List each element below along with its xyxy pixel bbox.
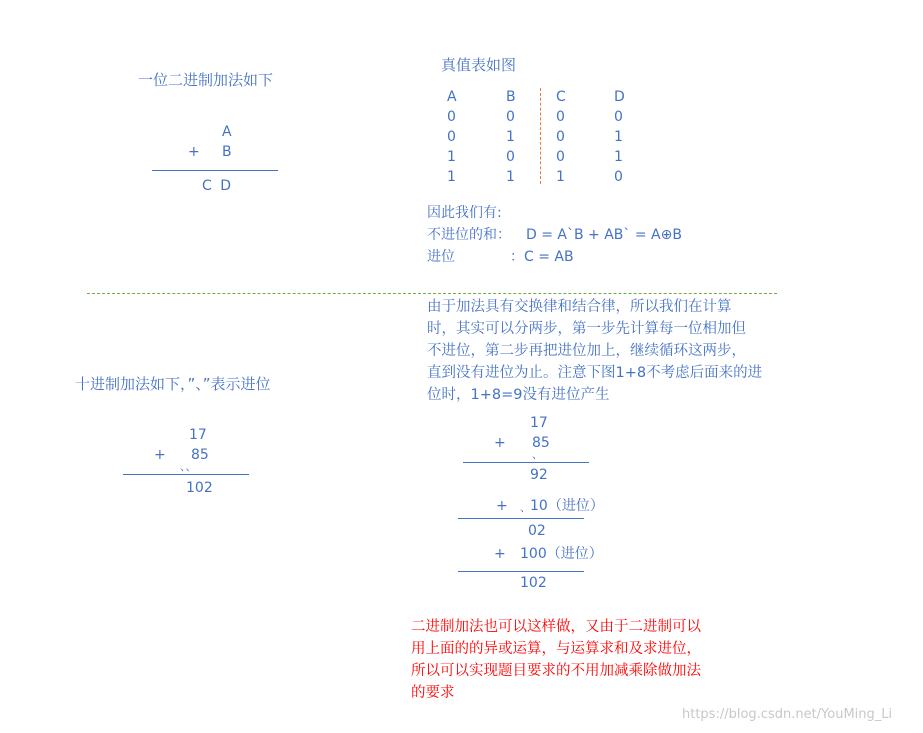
binary-plus: + <box>188 144 200 160</box>
decimal-add-title: 十进制加法如下，”、”表示进位 <box>75 375 271 393</box>
truth-table-cell: 0 <box>556 109 565 125</box>
table-divider <box>540 88 541 184</box>
binary-add-title: 一位二进制加法如下 <box>138 71 274 89</box>
explanation-line: 由于加法具有交换律和结合律，所以我们在计算 <box>427 299 732 315</box>
sum-label: 不进位的和： <box>427 227 511 243</box>
decimal-plus: + <box>154 447 166 463</box>
watermark: https://blog.csdn.net/YouMing_Li <box>682 707 893 722</box>
explanation-line: 时，其实可以分两步，第一步先计算每一位相加但 <box>427 321 746 337</box>
step-plus-1: + <box>494 435 506 451</box>
carry-label: 进位 <box>427 249 455 265</box>
step-line-2 <box>458 518 584 519</box>
truth-table-cell: 1 <box>614 149 623 165</box>
truth-table-cell: 0 <box>556 129 565 145</box>
sum-expr: D = A`B + AB` = A⊕B <box>526 227 682 243</box>
truth-table-cell: 1 <box>614 129 623 145</box>
truth-table-cell: 1 <box>506 169 515 185</box>
binary-b: B <box>222 144 232 160</box>
step-a: 17 <box>530 415 548 431</box>
decimal-sum-line <box>123 474 249 475</box>
decimal-sum: 102 <box>186 480 213 496</box>
step-plus-2: + <box>496 498 508 514</box>
truth-table-title: 真值表如图 <box>441 56 517 74</box>
truth-table-cell: 0 <box>556 149 565 165</box>
conclusion <box>411 616 701 704</box>
binary-sum-line <box>152 170 278 171</box>
section-divider <box>87 293 777 294</box>
carry-marks: 、、 <box>180 460 197 473</box>
conclusion-line: 的要求 <box>411 685 455 701</box>
th-b: B <box>506 89 516 105</box>
explanation <box>427 296 762 406</box>
decimal-b: 85 <box>191 447 209 463</box>
step-mark-2: 、 <box>520 501 531 514</box>
truth-table-cell: 0 <box>447 129 456 145</box>
conclusion-line: 所以可以实现题目要求的不用加减乘除做加法 <box>411 663 701 679</box>
explanation-line: 直到没有进位为止。注意下图1+8不考虑后面来的进 <box>427 365 763 381</box>
step-b: 85 <box>532 435 550 451</box>
binary-a: A <box>222 124 232 140</box>
truth-table-cell: 1 <box>506 129 515 145</box>
truth-table-cell: 0 <box>614 169 623 185</box>
conclusion-line: 二进制加法也可以这样做，又由于二进制可以 <box>411 619 701 635</box>
th-d: D <box>614 89 625 105</box>
th-a: A <box>447 89 457 105</box>
conclusion-line: 用上面的的异或运算，与运算求和及求进位， <box>411 641 701 657</box>
step-sum-1: 92 <box>530 467 548 483</box>
truth-table-cell: 0 <box>447 109 456 125</box>
truth-table-cell: 1 <box>447 149 456 165</box>
step-mark-1: 、 <box>532 448 543 461</box>
step-carry-1: 10（进位） <box>530 498 604 514</box>
truth-table-cell: 1 <box>556 169 565 185</box>
step-carry-2: 100（进位） <box>520 546 603 562</box>
explanation-line: 不进位，第二步再把进位加上，继续循环这两步， <box>427 343 746 359</box>
truth-table-cell: 0 <box>506 149 515 165</box>
step-sum-3: 102 <box>520 575 547 591</box>
result-intro: 因此我们有: <box>427 205 502 221</box>
carry-expr: ：C = AB <box>510 249 574 265</box>
step-line-3 <box>458 571 584 572</box>
th-c: C <box>556 89 566 105</box>
step-line-1 <box>463 462 589 463</box>
step-plus-3: + <box>494 546 506 562</box>
truth-table-cell: 1 <box>447 169 456 185</box>
truth-table-cell: 0 <box>506 109 515 125</box>
explanation-line: 位时，1+8=9没有进位产生 <box>427 387 610 403</box>
truth-table-cell: 0 <box>614 109 623 125</box>
decimal-a: 17 <box>189 427 207 443</box>
binary-cd: C D <box>202 178 232 194</box>
step-sum-2: 02 <box>528 523 546 539</box>
